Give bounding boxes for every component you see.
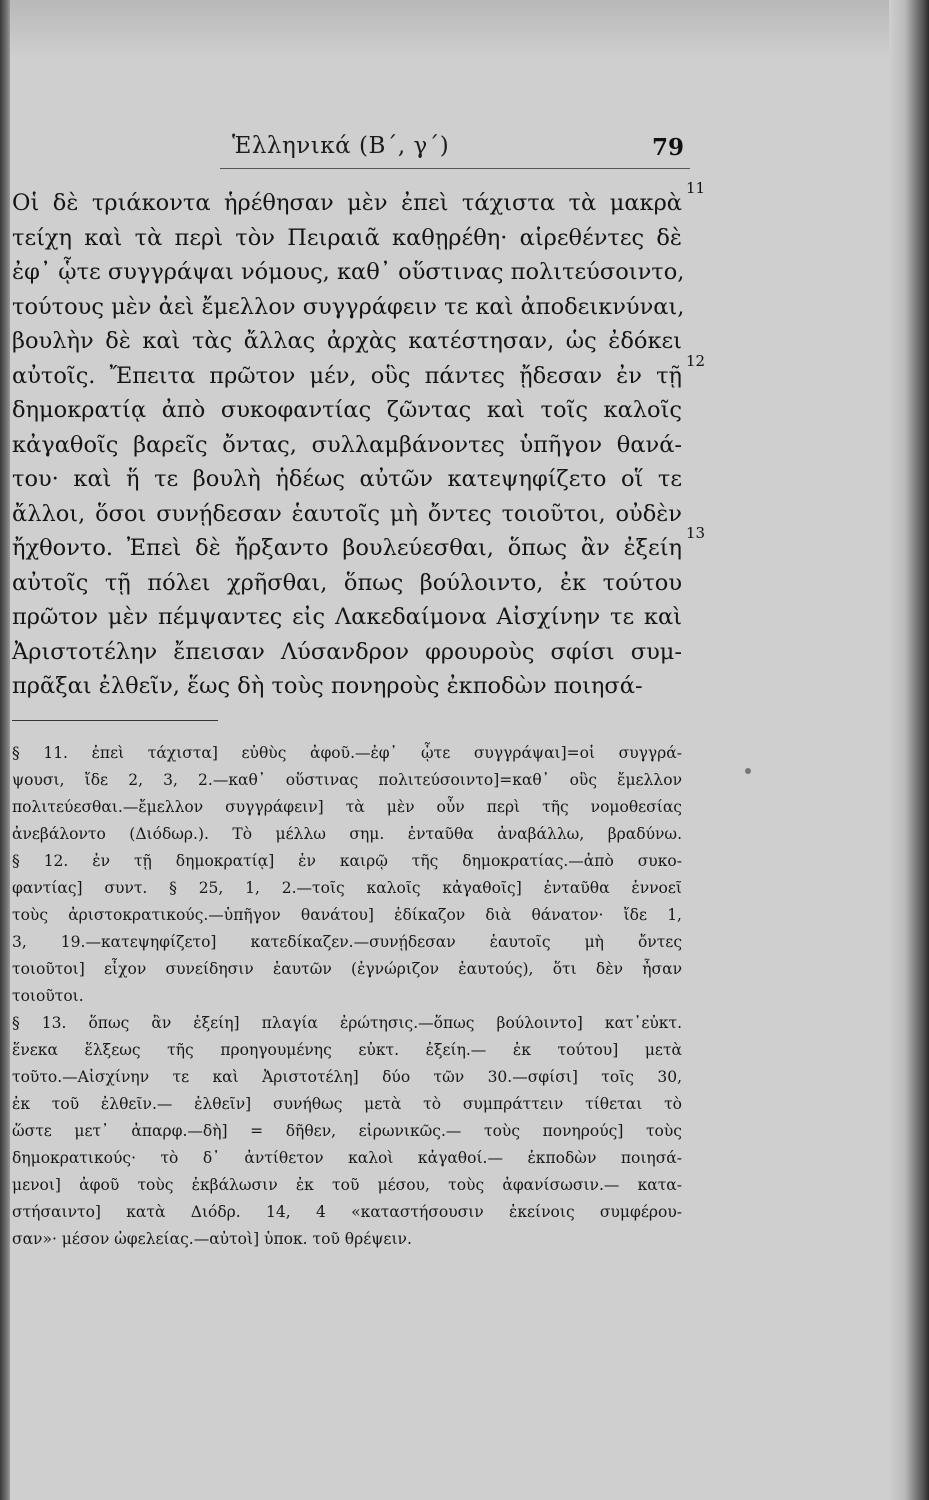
note-line: ψουσι, ἴδε 2, 3, 2.—καθ᾽ οὕστινας πολιτεύσοιντο]=καθ᾽ οὓς ἔμελλον <box>12 771 682 789</box>
text-line-content: πρῶτον μὲν πέμψαντες εἰς Λακεδαίμονα Αἰσχίνην τε καὶ <box>12 604 682 630</box>
text-line-content: αὐτοῖς τῇ πόλει χρῆσθαι, ὅπως βούλοιντο, ἐκ τούτου <box>12 569 682 596</box>
text-line-content: βουλὴν δὲ καὶ τὰς ἄλλας ἀρχὰς κατέστησαν, ὡς ἐδόκει <box>12 328 682 354</box>
note-line: § 12. ἐν τῇ δημοκρατίᾳ] ἐν καιρῷ τῆς δημοκρατίας.—ἀπὸ συκο- <box>12 852 682 870</box>
text-line <box>12 635 682 670</box>
note-line: φαντίας] συντ. § 25, 1, 2.—τοῖς καλοῖς κἀγαθοῖς] ἐνταῦθα ἐννοεῖ <box>12 879 682 897</box>
text-line <box>12 669 682 704</box>
text-line <box>12 428 682 463</box>
running-head: Ἑλληνικά (Β΄, γ΄) <box>232 133 450 159</box>
note-line: ὥστε μετ᾽ ἀπαρφ.—δὴ] = δῆθεν, εἰρωνικῶς.— τοὺς πονηρούς] τοὺς <box>12 1122 682 1140</box>
page-right-edge <box>889 0 929 1500</box>
text-line <box>12 524 706 566</box>
text-line <box>12 290 685 325</box>
note-line: πολιτεύεσθαι.—ἔμελλον συγγράφειν] τὰ μὲν οὖν περὶ τῆς νομοθεσίας <box>12 798 682 816</box>
note-line: σαν»· μέσον ὠφελείας.—αὐτοὶ] ὑποκ. τοῦ θρέψειν. <box>12 1230 412 1248</box>
text-line-content: δημοκρατίᾳ ἀπὸ συκοφαντίας ζῶντας καὶ τοῖς καλοῖς <box>12 397 682 423</box>
text-line <box>12 600 682 635</box>
text-line-content: ἤχθοντο. Ἐπεὶ δὲ ἤρξαντο βουλεύεσθαι, ὅπως ἂν ἐξείη <box>12 535 682 561</box>
header-rule <box>220 168 690 169</box>
section-number: 12 <box>686 351 706 370</box>
text-line-content: τούτους μὲν ἀεὶ ἔμελλον συγγράφειν τε καὶ ἀποδεικνύναι, <box>12 293 685 320</box>
text-line <box>12 393 682 428</box>
text-line-content: του· καὶ ἥ τε βουλὴ ἡδέως αὐτῶν κατεψηφίζετο οἵ τε <box>12 466 682 492</box>
text-line <box>12 255 685 290</box>
commentary-notes <box>12 740 682 1253</box>
note-line: ἀνεβάλοντο (Διόδωρ.). Τὸ μέλλω σημ. ἐνταῦθα ἀναβάλλω, βραδύνω. <box>12 825 682 843</box>
note-line: ἐκ τοῦ ἐλθεῖν.— ἐλθεῖν] συνήθως μετὰ τὸ συμπράττειν τίθεται τὸ <box>12 1095 682 1113</box>
text-line-content: Ἀριστοτέλην ἔπεισαν Λύσανδρον φρουροὺς σφίσι συμ- <box>12 638 682 665</box>
text-line <box>12 462 682 497</box>
text-line-content: πρᾶξαι ἐλθεῖν, ἕως δὴ τοὺς πονηροὺς ἐκποδὼν ποιησά- <box>12 673 643 699</box>
page-speck <box>745 768 751 774</box>
note-line: ἕνεκα ἕλξεως τῆς προηγουμένης εὐκτ. ἐξείη.— ἐκ τούτου] μετὰ <box>12 1041 682 1059</box>
note-line: τοιοῦτοι] εἶχον συνείδησιν ἑαυτῶν (ἐγνώριζον ἑαυτούς), ὅτι δὲν ἦσαν <box>12 960 682 978</box>
text-line <box>12 566 682 601</box>
text-line-content: κἀγαθοῖς βαρεῖς ὄντας, συλλαμβάνοντες ὑπῆγον θανά- <box>12 431 682 458</box>
text-line <box>12 351 706 394</box>
text-line <box>12 221 682 256</box>
page-top-shadow <box>0 0 929 60</box>
page-binding-edge <box>0 0 10 1500</box>
main-text-block <box>12 179 706 704</box>
footnote-divider <box>12 720 218 721</box>
text-line <box>12 497 682 532</box>
page-header <box>220 133 690 169</box>
note-line: μενοι] ἀφοῦ τοὺς ἐκβάλωσιν ἐκ τοῦ μέσου, τοὺς ἀφανίσωσιν.— κατα- <box>12 1176 682 1194</box>
note-line: 3, 19.—κατεψηφίζετο] κατεδίκαζεν.—συνῄδεσαν ἑαυτοῖς μὴ ὄντες <box>12 933 682 951</box>
text-line-content: τείχη καὶ τὰ περὶ τὸν Πειραιᾶ καθῃρέθη· αἱρεθέντες δὲ <box>12 224 682 251</box>
section-number: 11 <box>686 179 706 197</box>
text-line-content: ἐφ᾽ ᾧτε συγγράψαι νόμους, καθ᾽ οὕστινας πολιτεύσοιντο, <box>12 259 685 285</box>
note-line: § 11. ἐπεὶ τάχιστα] εὐθὺς ἀφοῦ.—ἐφ᾽ ᾧτε συγγράψαι]=οἱ συγγρά- <box>12 744 682 762</box>
text-line <box>12 179 706 221</box>
page-number: 79 <box>651 134 684 161</box>
text-line <box>12 324 682 359</box>
section-number: 13 <box>686 524 706 542</box>
text-line-content: ἄλλοι, ὅσοι συνῄδεσαν ἑαυτοῖς μὴ ὄντες τοιοῦτοι, οὐδὲν <box>12 500 682 527</box>
note-line: § 13. ὅπως ἂν ἐξείη] πλαγία ἐρώτησις.—ὅπως βούλοιντο] κατ᾽εὐκτ. <box>12 1014 682 1032</box>
text-line-content: Οἱ δὲ τριάκοντα ἡρέθησαν μὲν ἐπεὶ τάχιστα τὰ μακρὰ <box>12 190 682 216</box>
note-line: τοιοῦτοι. <box>12 987 84 1005</box>
text-line-content: αὐτοῖς. Ἔπειτα πρῶτον μέν, οὓς πάντες ᾔδεσαν ἐν τῇ <box>12 362 682 389</box>
note-line: δημοκρατικούς· τὸ δ᾽ ἀντίθετον καλοὶ κἀγαθοί.— ἐκποδὼν ποιησά- <box>12 1149 682 1167</box>
note-line: στήσαιντο] κατὰ Διόδρ. 14, 4 «καταστήσουσιν ἐκείνοις συμφέρου- <box>12 1203 682 1221</box>
note-line: τοῦτο.—Αἰσχίνην τε καὶ Ἀριστοτέλη] δύο τῶν 30.—σφίσι] τοῖς 30, <box>12 1068 682 1086</box>
note-line: τοὺς ἀριστοκρατικούς.—ὑπῆγον θανάτου] ἐδίκαζον διὰ θάνατον· ἴδε 1, <box>12 906 682 924</box>
